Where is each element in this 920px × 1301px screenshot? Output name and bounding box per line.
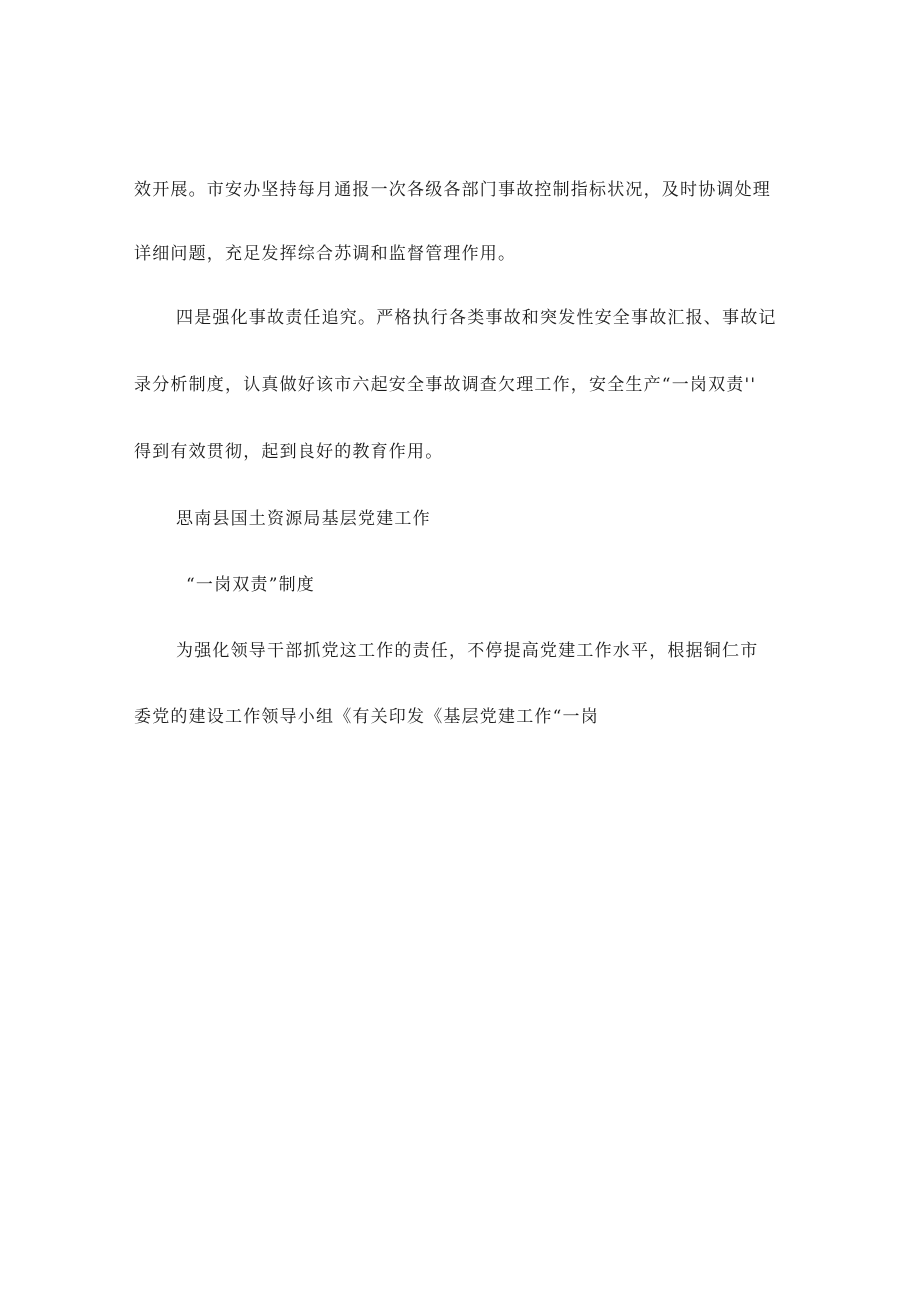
paragraph-line-5: 得到有效贯彻，起到良好的教育作用。 (134, 442, 444, 462)
paragraph-line-3: 四是强化事故责任追究。严格执行各类事故和突发性安全事故汇报、事故记 (176, 308, 777, 328)
paragraph-line-1: 效开展。市安办坚持每月通报一次各级各部门事故控制指标状况，及时协调处理 (134, 180, 771, 200)
paragraph-line-2: 详细问题，充足发挥综合苏调和监督管理作用。 (134, 244, 517, 264)
section-subtitle: “一岗双责”制度 (186, 575, 315, 595)
section-title: 思南县国土资源局基层党建工作 (176, 509, 431, 529)
paragraph-line-4: 录分析制度，认真做好该市六起安全事故调查欠理工作，安全生产“一岗双责'' (134, 375, 757, 395)
paragraph-line-7: 委党的建设工作领导小组《有关印发《基层党建工作“一岗 (134, 707, 599, 727)
paragraph-line-6: 为强化领导干部抓党这工作的责任，不停提高党建工作水平，根据铜仁市 (176, 641, 759, 661)
